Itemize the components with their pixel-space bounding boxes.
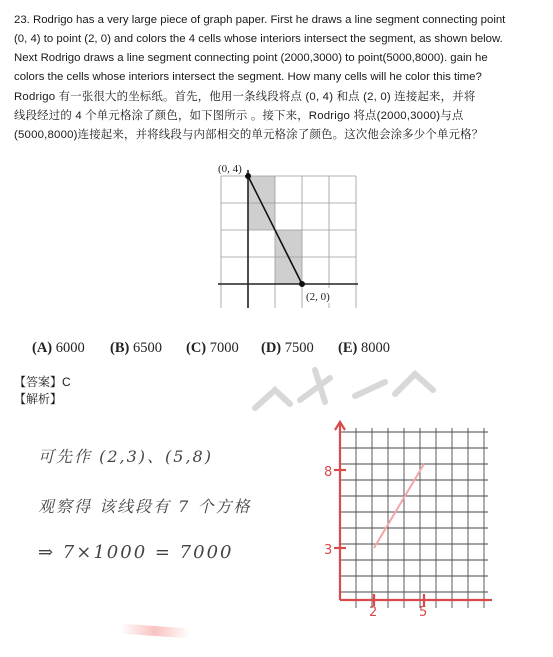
answer-label: 【答案】 [14,375,63,389]
watermark-graphic [245,360,445,420]
problem-line-1: 23. Rodrigo has a very large piece of graph paper. First he draws a line segment connecting point [14,14,506,26]
problem-zh-line-2: 线段经过的 4 个单元格涂了颜色，如下图所示 。接下来，Rodrigo 将点(2000,3000)与点 [14,110,464,122]
answer-line [14,373,71,390]
axis-label-y-8: 8 [324,465,333,480]
solution-segment [374,464,424,548]
problem-line-2: (0, 4) to point (2, 0) and colors the 4 cells whose interiors intersect the segment, as shown below. [14,33,503,45]
choice-a: (A) 6000 [32,340,85,356]
answer-value: C [62,375,71,389]
axis-label-x-5: 5 [419,605,428,618]
analysis-label: 【解析】 [14,392,63,406]
choice-c: (C) 7000 [186,340,239,356]
problem-line-3: Next Rodrigo draws a line segment connecting point (2000,3000) to point(5000,8000). gain he [14,52,488,64]
choice-d: (D) 7500 [261,340,314,356]
problem-grid-figure [208,158,368,308]
axis-label-y-3: 3 [324,543,333,558]
choice-b: (B) 6500 [110,340,162,356]
handwriting-line-2: 观察得 该线段有 7 个方格 [38,497,252,516]
handwriting-line-1: 可先作 (2,3)、(5,8) [38,447,213,466]
axis-label-x-2: 2 [369,605,378,618]
shaded-cell [248,203,275,230]
answer-choices [32,340,502,362]
shaded-cell [275,257,302,284]
problem-zh-line-1: Rodrigo 有一张很大的坐标纸。首先，他用一条线段将点 (0, 4) 和点 (2, 0) 连接起来，并将 [14,91,476,103]
problem-line-4: colors the cells whose interiors intersect the segment. How many cells will he color this time? [14,71,482,83]
problem-zh-line-3: (5000,8000)连接起来，并将线段与内部相交的单元格涂了颜色。这次他会涂多少个单元格？ [14,129,484,141]
label-end: (2, 0) [306,291,330,303]
choice-e: (E) 8000 [338,340,390,356]
label-start: (0, 4) [218,163,242,175]
solution-grid-lines [340,428,488,608]
shaded-cell [275,230,302,257]
solution-grid-figure [310,418,496,618]
end-point [299,281,305,287]
shaded-cell [248,176,275,203]
red-smear [120,624,191,639]
handwriting-line-3: ⇒ 7×1000 = 7000 [38,542,234,563]
